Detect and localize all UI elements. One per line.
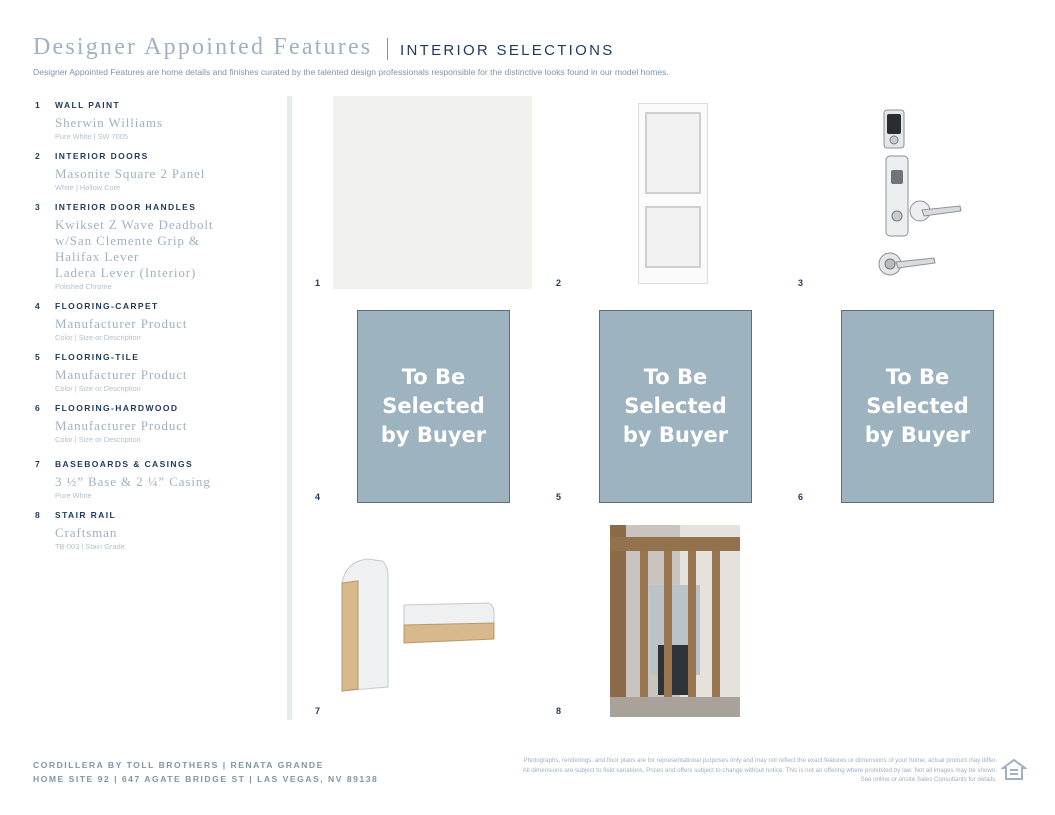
selection-number: 2: [35, 151, 40, 161]
vertical-divider: [287, 96, 292, 720]
tile-number-5: 5: [556, 492, 562, 502]
selection-detail: Color | Size or Description: [55, 435, 141, 444]
wall-paint-swatch: [333, 96, 532, 289]
selection-number: 1: [35, 100, 40, 110]
tile-number-1: 1: [315, 278, 321, 288]
selection-product: Sherwin Williams: [55, 115, 163, 130]
selection-product: Kwikset Z Wave Deadbolt w/San Clemente Grip & Halifax Lever Ladera Lever (Interior): [55, 217, 214, 280]
tile-number-6: 6: [798, 492, 804, 502]
community-info: [33, 758, 378, 786]
selection-detail: TB-003 | Stain Grade: [55, 542, 125, 551]
selection-category: INTERIOR DOORS: [55, 151, 149, 161]
placeholder-text: To Be Selected by Buyer: [380, 365, 487, 447]
selection-category: FLOORING-CARPET: [55, 301, 159, 311]
selection-number: 4: [35, 301, 40, 311]
selection-product: Manufacturer Product: [55, 367, 188, 382]
selection-product: 3 ½” Base & 2 ¼” Casing: [55, 474, 211, 489]
selection-number: 8: [35, 510, 40, 520]
carpet-placeholder: [357, 310, 510, 503]
hardwood-placeholder: [841, 310, 994, 503]
selection-detail: Color | Size or Description: [55, 384, 141, 393]
tile-number-7: 7: [315, 706, 321, 716]
tile-number-4: 4: [315, 492, 321, 502]
page-description: Designer Appointed Features are home details and finishes curated by the talented design professionals responsible for the distinctive looks found in our model homes.: [33, 67, 669, 77]
equal-housing-icon: [1001, 757, 1027, 783]
homesite-address-line: HOME SITE 92 | 647 AGATE BRIDGE ST | LAS VEGAS, NV 89138: [33, 774, 379, 784]
interior-door-image: [638, 103, 708, 284]
door-handles-image: [872, 108, 968, 283]
page-title: Designer Appointed Features: [33, 34, 373, 60]
placeholder-text: To Be Selected by Buyer: [622, 365, 729, 447]
placeholder-text: To Be Selected by Buyer: [864, 365, 971, 447]
community-line: CORDILLERA BY TOLL BROTHERS | RENATA GRANDE: [33, 760, 324, 770]
selection-number: 7: [35, 459, 40, 469]
selection-number: 3: [35, 202, 40, 212]
selection-product: Manufacturer Product: [55, 316, 188, 331]
selection-detail: Color | Size or Description: [55, 333, 141, 342]
selection-category: BASEBOARDS & CASINGS: [55, 459, 194, 469]
selection-detail: Pure White | SW 7005: [55, 132, 128, 141]
selection-detail: Pure White: [55, 491, 92, 500]
selection-detail: White | Hollow Core: [55, 183, 121, 192]
selection-category: STAIR RAIL: [55, 510, 117, 520]
selection-number: 6: [35, 403, 40, 413]
selection-number: 5: [35, 352, 40, 362]
selection-category: INTERIOR DOOR HANDLES: [55, 202, 197, 212]
selection-category: FLOORING-TILE: [55, 352, 140, 362]
page-subtitle: INTERIOR SELECTIONS: [400, 42, 615, 59]
tile-placeholder: [599, 310, 752, 503]
tile-number-2: 2: [556, 278, 562, 288]
selection-category: WALL PAINT: [55, 100, 121, 110]
selection-product: Masonite Square 2 Panel: [55, 166, 206, 181]
tile-number-8: 8: [556, 706, 562, 716]
selection-detail: Polished Chrome: [55, 282, 112, 291]
selection-product: Craftsman: [55, 525, 118, 540]
tile-number-3: 3: [798, 278, 804, 288]
stair-rail-image: [610, 525, 740, 717]
selection-product: Manufacturer Product: [55, 418, 188, 433]
selection-category: FLOORING-HARDWOOD: [55, 403, 179, 413]
baseboard-casing-image: [338, 553, 498, 695]
legal-disclaimer: Photographs, renderings, and floor plans are for representational purposes only and may not reflect the exact features or dimensions of your home; actual product may differ. All dimensions are subject to field variations. Prices and offers subject to change without notice. This is not an offering where prohibited by law. Not all images may be shown. See online or onsite Sales Consultants for details.: [522, 757, 997, 783]
title-divider: [387, 38, 388, 60]
